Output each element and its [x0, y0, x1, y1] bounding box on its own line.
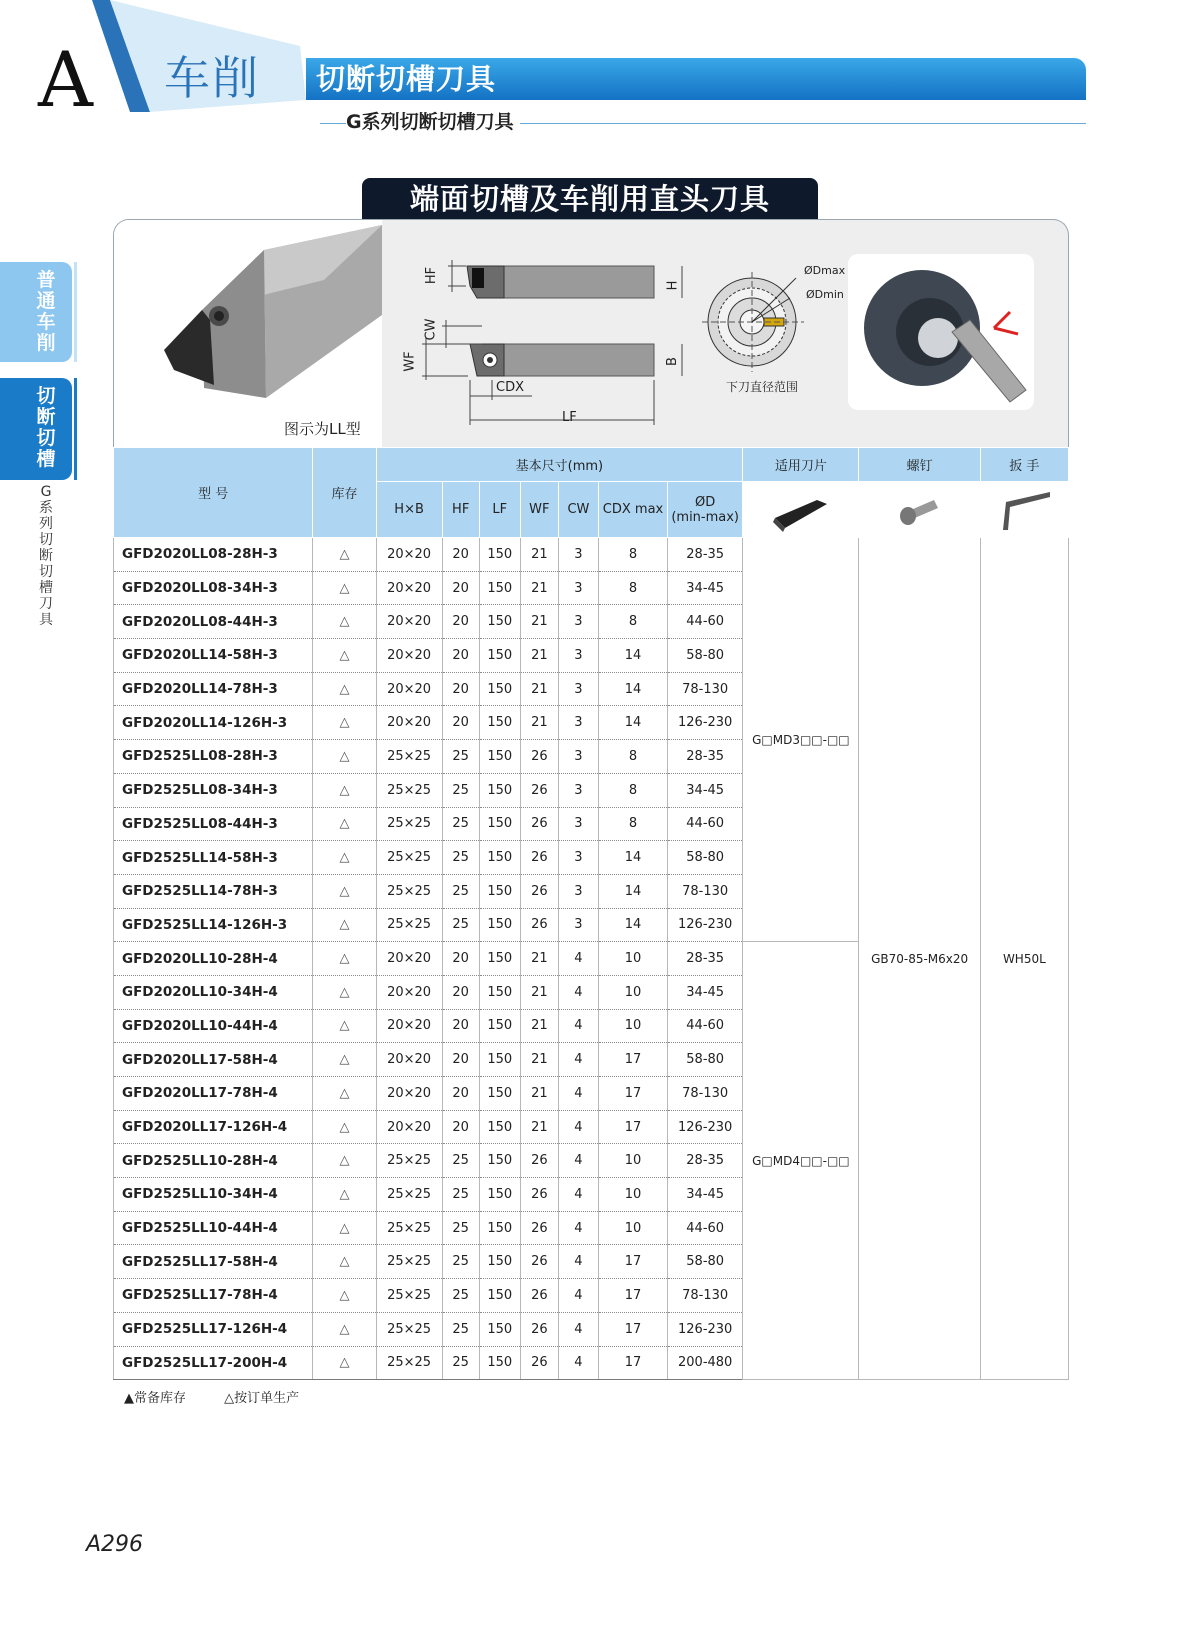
col-od-label: ØD [695, 494, 716, 510]
cell-screw: GB70-85-M6x20 [859, 538, 980, 1380]
cell-wf: 26 [520, 740, 558, 774]
cell-hf: 20 [442, 538, 479, 572]
cell-wf: 26 [520, 1279, 558, 1313]
cell-cw: 4 [558, 1077, 598, 1111]
cell-wf: 21 [520, 639, 558, 673]
cell-cw: 4 [558, 1346, 598, 1380]
cell-model: GFD2525LL17-126H-4 [114, 1312, 313, 1346]
cell-hf: 20 [442, 1009, 479, 1043]
cell-wf: 26 [520, 1245, 558, 1279]
cell-hxb: 20×20 [376, 571, 442, 605]
cell-stock: △ [313, 975, 376, 1009]
insert-icon [771, 488, 831, 532]
cell-cw: 4 [558, 1043, 598, 1077]
spec-table [113, 447, 1069, 1380]
cell-stock: △ [313, 773, 376, 807]
cell-hxb: 25×25 [376, 1245, 442, 1279]
cell-stock: △ [313, 1312, 376, 1346]
cell-cdx: 8 [598, 740, 667, 774]
cell-cw: 4 [558, 1144, 598, 1178]
cell-stock: △ [313, 874, 376, 908]
cell-hf: 20 [442, 1077, 479, 1111]
cell-hf: 20 [442, 942, 479, 976]
cell-hxb: 25×25 [376, 874, 442, 908]
cell-hxb: 25×25 [376, 1346, 442, 1380]
side-tab-edge [74, 378, 77, 480]
cell-cdx: 10 [598, 1144, 667, 1178]
cell-lf: 150 [479, 1245, 520, 1279]
cell-hf: 20 [442, 706, 479, 740]
cell-wf: 21 [520, 942, 558, 976]
cell-wf: 26 [520, 1178, 558, 1212]
spec-table-body [114, 538, 1069, 1380]
dimension-drawing [382, 220, 1069, 447]
section-title: 端面切槽及车削用直头刀具 [362, 178, 818, 220]
cell-cw: 3 [558, 571, 598, 605]
cell-hxb: 25×25 [376, 908, 442, 942]
cell-hf: 25 [442, 1178, 479, 1212]
cell-wf: 26 [520, 1211, 558, 1245]
cell-model: GFD2020LL08-34H-3 [114, 571, 313, 605]
cell-cdx: 14 [598, 874, 667, 908]
cell-model: GFD2525LL08-44H-3 [114, 807, 313, 841]
cell-cdx: 10 [598, 975, 667, 1009]
cell-lf: 150 [479, 1043, 520, 1077]
cell-od: 34-45 [668, 975, 743, 1009]
cell-cdx: 10 [598, 942, 667, 976]
cell-hf: 20 [442, 605, 479, 639]
legend-made-to-order: △按订单生产 [224, 1391, 300, 1406]
cell-lf: 150 [479, 672, 520, 706]
col-lf: LF [479, 482, 520, 538]
cell-cdx: 14 [598, 841, 667, 875]
cell-model: GFD2525LL08-34H-3 [114, 773, 313, 807]
cell-cdx: 10 [598, 1009, 667, 1043]
cell-od: 126-230 [668, 1312, 743, 1346]
cell-hf: 20 [442, 571, 479, 605]
col-cw: CW [558, 482, 598, 538]
col-cdx: CDX max [598, 482, 667, 538]
cell-hxb: 25×25 [376, 1211, 442, 1245]
col-screw: 螺钉 [859, 448, 980, 482]
cell-od: 58-80 [668, 1245, 743, 1279]
cell-model: GFD2525LL14-58H-3 [114, 841, 313, 875]
side-tab-edge [74, 262, 77, 362]
cell-stock: △ [313, 1009, 376, 1043]
cell-cw: 4 [558, 942, 598, 976]
cell-hxb: 25×25 [376, 1178, 442, 1212]
cell-cw: 4 [558, 975, 598, 1009]
cell-hf: 20 [442, 1043, 479, 1077]
cell-od: 58-80 [668, 1043, 743, 1077]
cell-model: GFD2525LL17-200H-4 [114, 1346, 313, 1380]
cell-od: 78-130 [668, 874, 743, 908]
cell-cw: 4 [558, 1178, 598, 1212]
cell-wf: 21 [520, 571, 558, 605]
cell-model: GFD2525LL14-78H-3 [114, 874, 313, 908]
cell-hxb: 20×20 [376, 1043, 442, 1077]
wrench-image-cell [980, 482, 1068, 538]
cell-stock: △ [313, 1144, 376, 1178]
cell-cw: 3 [558, 639, 598, 673]
label-cw: CW [423, 318, 439, 341]
cell-wf: 26 [520, 773, 558, 807]
diameter-range-note: 下刀直径范围 [726, 380, 799, 394]
cell-od: 44-60 [668, 1211, 743, 1245]
page-subtitle: G系列切断切槽刀具 [346, 110, 520, 134]
side-tab-label: 普通车削 [36, 269, 56, 354]
side-vertical-label: G系列切断切槽刀具 [39, 484, 53, 628]
cell-od: 28-35 [668, 942, 743, 976]
cell-model: GFD2020LL10-28H-4 [114, 942, 313, 976]
cell-lf: 150 [479, 740, 520, 774]
cell-wf: 26 [520, 807, 558, 841]
cell-od: 28-35 [668, 538, 743, 572]
cell-hxb: 25×25 [376, 841, 442, 875]
cell-hf: 25 [442, 740, 479, 774]
cell-hf: 25 [442, 1346, 479, 1380]
insert-image-cell [743, 482, 859, 538]
page-number: A296 [86, 1532, 144, 1557]
cell-lf: 150 [479, 1178, 520, 1212]
cell-hf: 25 [442, 1279, 479, 1313]
cell-wf: 21 [520, 538, 558, 572]
cell-cw: 3 [558, 740, 598, 774]
cell-model: GFD2020LL17-126H-4 [114, 1110, 313, 1144]
cell-stock: △ [313, 1077, 376, 1111]
cell-stock: △ [313, 841, 376, 875]
section-letter: A [38, 35, 93, 124]
cell-model: GFD2020LL10-34H-4 [114, 975, 313, 1009]
cell-od: 34-45 [668, 571, 743, 605]
cell-model: GFD2525LL08-28H-3 [114, 740, 313, 774]
cell-lf: 150 [479, 1077, 520, 1111]
cell-model: GFD2525LL10-44H-4 [114, 1211, 313, 1245]
cell-hxb: 20×20 [376, 639, 442, 673]
cell-model: GFD2525LL14-126H-3 [114, 908, 313, 942]
cell-hxb: 20×20 [376, 1110, 442, 1144]
cell-cw: 3 [558, 908, 598, 942]
cell-lf: 150 [479, 807, 520, 841]
side-tab-label: 切断切槽 [36, 385, 56, 470]
cell-cw: 3 [558, 706, 598, 740]
cell-model: GFD2020LL08-44H-3 [114, 605, 313, 639]
cell-hf: 25 [442, 908, 479, 942]
cell-hxb: 25×25 [376, 1312, 442, 1346]
cell-hxb: 25×25 [376, 1144, 442, 1178]
cell-od: 28-35 [668, 1144, 743, 1178]
cell-model: GFD2525LL10-28H-4 [114, 1144, 313, 1178]
cell-model: GFD2020LL14-58H-3 [114, 639, 313, 673]
col-stock: 库存 [313, 448, 376, 538]
cell-cw: 3 [558, 807, 598, 841]
page-title: 切断切槽刀具 [316, 62, 497, 96]
col-wf: WF [520, 482, 558, 538]
col-insert: 适用刀片 [743, 448, 859, 482]
cell-cdx: 17 [598, 1312, 667, 1346]
wrench-icon [994, 488, 1054, 532]
legend-in-stock: ▲常备库存 [124, 1391, 186, 1406]
cell-od: 58-80 [668, 639, 743, 673]
cell-wf: 26 [520, 874, 558, 908]
label-dmin: ØDmin [806, 288, 844, 301]
cell-wf: 26 [520, 1312, 558, 1346]
cell-cw: 4 [558, 1009, 598, 1043]
cell-hxb: 20×20 [376, 942, 442, 976]
cell-hf: 25 [442, 841, 479, 875]
cell-wf: 21 [520, 1110, 558, 1144]
cell-stock: △ [313, 1043, 376, 1077]
cell-hf: 25 [442, 1312, 479, 1346]
col-od [668, 482, 743, 538]
cell-hxb: 25×25 [376, 773, 442, 807]
cell-hxb: 20×20 [376, 975, 442, 1009]
cell-model: GFD2020LL17-78H-4 [114, 1077, 313, 1111]
cell-hf: 20 [442, 975, 479, 1009]
cell-cdx: 14 [598, 672, 667, 706]
cell-cw: 3 [558, 605, 598, 639]
cell-stock: △ [313, 639, 376, 673]
label-cdx: CDX [496, 380, 524, 395]
cell-cdx: 17 [598, 1043, 667, 1077]
cell-cdx: 8 [598, 605, 667, 639]
cell-cw: 3 [558, 538, 598, 572]
cell-wrench: WH50L [980, 538, 1068, 1380]
cell-lf: 150 [479, 639, 520, 673]
legend [124, 1387, 333, 1406]
cell-lf: 150 [479, 1144, 520, 1178]
cell-cw: 3 [558, 841, 598, 875]
cell-hf: 20 [442, 1110, 479, 1144]
cell-hxb: 20×20 [376, 1009, 442, 1043]
cell-hxb: 20×20 [376, 538, 442, 572]
cell-od: 78-130 [668, 1077, 743, 1111]
cell-cdx: 10 [598, 1178, 667, 1212]
cell-stock: △ [313, 672, 376, 706]
cell-stock: △ [313, 1346, 376, 1380]
label-b: B [664, 357, 680, 366]
cell-hxb: 20×20 [376, 706, 442, 740]
cell-od: 34-45 [668, 773, 743, 807]
cell-cw: 3 [558, 773, 598, 807]
table-row [114, 538, 1069, 572]
cell-wf: 21 [520, 672, 558, 706]
label-h: H [665, 280, 681, 291]
cell-stock: △ [313, 571, 376, 605]
cell-lf: 150 [479, 1279, 520, 1313]
cell-stock: △ [313, 807, 376, 841]
cell-cw: 3 [558, 672, 598, 706]
cell-lf: 150 [479, 1009, 520, 1043]
cell-stock: △ [313, 538, 376, 572]
col-model: 型 号 [114, 448, 313, 538]
cell-cdx: 17 [598, 1110, 667, 1144]
cell-od: 44-60 [668, 1009, 743, 1043]
cell-hxb: 20×20 [376, 1077, 442, 1111]
cell-wf: 21 [520, 975, 558, 1009]
cell-model: GFD2020LL08-28H-3 [114, 538, 313, 572]
cell-cdx: 8 [598, 538, 667, 572]
cell-od: 126-230 [668, 706, 743, 740]
cell-cdx: 17 [598, 1245, 667, 1279]
cell-od: 126-230 [668, 1110, 743, 1144]
cell-od: 44-60 [668, 605, 743, 639]
cell-hf: 20 [442, 672, 479, 706]
photo-area [114, 220, 382, 447]
cell-stock: △ [313, 1245, 376, 1279]
cell-model: GFD2020LL17-58H-4 [114, 1043, 313, 1077]
cell-wf: 26 [520, 1346, 558, 1380]
cell-od: 34-45 [668, 1178, 743, 1212]
cell-lf: 150 [479, 1110, 520, 1144]
cell-hf: 25 [442, 807, 479, 841]
cell-hf: 25 [442, 1211, 479, 1245]
screw-image-cell [859, 482, 980, 538]
cell-hf: 25 [442, 874, 479, 908]
cell-lf: 150 [479, 706, 520, 740]
cell-od: 200-480 [668, 1346, 743, 1380]
cell-hf: 20 [442, 639, 479, 673]
cell-insert-group: G□MD3□□-□□ [743, 538, 859, 942]
cell-hxb: 20×20 [376, 605, 442, 639]
cell-wf: 21 [520, 706, 558, 740]
cell-stock: △ [313, 740, 376, 774]
cell-cdx: 14 [598, 908, 667, 942]
cell-cdx: 14 [598, 706, 667, 740]
cell-lf: 150 [479, 1211, 520, 1245]
cell-wf: 21 [520, 1009, 558, 1043]
cell-lf: 150 [479, 1346, 520, 1380]
label-hf: HF [424, 266, 440, 285]
cell-insert-group: G□MD4□□-□□ [743, 942, 859, 1380]
cell-stock: △ [313, 605, 376, 639]
cell-model: GFD2020LL14-78H-3 [114, 672, 313, 706]
cell-lf: 150 [479, 942, 520, 976]
cell-stock: △ [313, 942, 376, 976]
cell-wf: 26 [520, 1144, 558, 1178]
cell-od: 44-60 [668, 807, 743, 841]
cell-wf: 21 [520, 605, 558, 639]
label-lf: LF [562, 410, 577, 425]
cell-cdx: 10 [598, 1211, 667, 1245]
col-od-sub: (min-max) [671, 509, 740, 525]
category-title: 车削 [164, 51, 260, 105]
cell-model: GFD2525LL17-78H-4 [114, 1279, 313, 1313]
cell-lf: 150 [479, 874, 520, 908]
label-dmax: ØDmax [804, 264, 846, 277]
cell-od: 28-35 [668, 740, 743, 774]
cell-hxb: 25×25 [376, 807, 442, 841]
cell-stock: △ [313, 1178, 376, 1212]
cell-stock: △ [313, 1110, 376, 1144]
cell-lf: 150 [479, 1312, 520, 1346]
cell-cw: 4 [558, 1211, 598, 1245]
cell-hf: 25 [442, 773, 479, 807]
col-hf: HF [442, 482, 479, 538]
cell-cdx: 14 [598, 639, 667, 673]
cell-lf: 150 [479, 773, 520, 807]
cell-model: GFD2020LL10-44H-4 [114, 1009, 313, 1043]
cell-od: 78-130 [668, 1279, 743, 1313]
side-tab-general-turning[interactable] [0, 262, 72, 362]
cell-wf: 26 [520, 841, 558, 875]
cell-cw: 4 [558, 1279, 598, 1313]
cell-od: 126-230 [668, 908, 743, 942]
col-basic-dims: 基本尺寸(mm) [376, 448, 743, 482]
cell-cdx: 17 [598, 1077, 667, 1111]
col-wrench: 扳 手 [980, 448, 1068, 482]
cell-lf: 150 [479, 841, 520, 875]
cell-hxb: 20×20 [376, 672, 442, 706]
cell-stock: △ [313, 1279, 376, 1313]
cell-hxb: 25×25 [376, 1279, 442, 1313]
screw-icon [890, 490, 950, 530]
cell-model: GFD2525LL10-34H-4 [114, 1178, 313, 1212]
cell-cdx: 8 [598, 807, 667, 841]
cell-hf: 25 [442, 1245, 479, 1279]
cell-wf: 21 [520, 1077, 558, 1111]
cell-wf: 26 [520, 908, 558, 942]
cell-cdx: 8 [598, 773, 667, 807]
cell-model: GFD2020LL14-126H-3 [114, 706, 313, 740]
cell-cw: 4 [558, 1312, 598, 1346]
cell-cdx: 17 [598, 1346, 667, 1380]
cell-hf: 25 [442, 1144, 479, 1178]
cell-model: GFD2525LL17-58H-4 [114, 1245, 313, 1279]
cell-lf: 150 [479, 975, 520, 1009]
cell-cw: 4 [558, 1110, 598, 1144]
cell-lf: 150 [479, 538, 520, 572]
cell-stock: △ [313, 1211, 376, 1245]
photo-caption: 图示为LL型 [284, 420, 361, 438]
figure-panel [113, 219, 1069, 447]
cell-lf: 150 [479, 571, 520, 605]
cell-stock: △ [313, 908, 376, 942]
tool-holder-photo [114, 220, 382, 447]
col-hxb: H×B [376, 482, 442, 538]
cell-cw: 4 [558, 1245, 598, 1279]
cell-od: 58-80 [668, 841, 743, 875]
cell-lf: 150 [479, 605, 520, 639]
cell-cdx: 8 [598, 571, 667, 605]
cell-wf: 21 [520, 1043, 558, 1077]
cell-cw: 3 [558, 874, 598, 908]
cell-od: 78-130 [668, 672, 743, 706]
cell-cdx: 17 [598, 1279, 667, 1313]
side-tab-parting-grooving[interactable] [0, 378, 72, 480]
label-wf: WF [402, 351, 418, 372]
cell-stock: △ [313, 706, 376, 740]
cell-hxb: 25×25 [376, 740, 442, 774]
cell-lf: 150 [479, 908, 520, 942]
